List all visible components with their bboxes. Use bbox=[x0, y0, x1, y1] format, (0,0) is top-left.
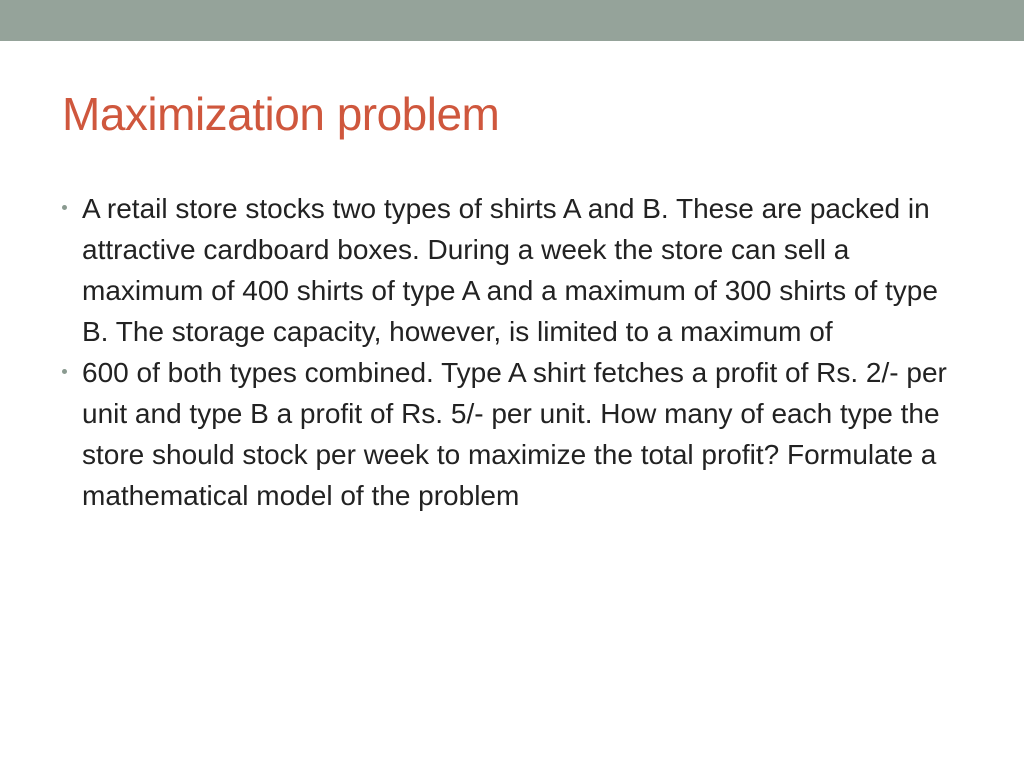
bullet-text: A retail store stocks two types of shirts A and B. These are packed in attractive cardboard boxes. During a week the store can sell a maximum of 400 shirts of type A and a maximum of 300 shirts of type B. The storage capacity, however, is limited to a maximum of bbox=[82, 193, 938, 347]
bullet-dot-icon bbox=[62, 205, 67, 210]
bullet-text: 600 of both types combined. Type A shirt fetches a profit of Rs. 2/- per unit and type B a profit of Rs. 5/- per unit. How many of each type the store should stock per week to maximize the total profit? Formulate a mathematical model of the problem bbox=[82, 357, 947, 511]
bullet-dot-icon bbox=[62, 369, 67, 374]
bullet-item bbox=[62, 188, 972, 352]
slide-title: Maximization problem bbox=[62, 88, 500, 140]
bullet-list bbox=[62, 188, 972, 516]
bullet-item bbox=[62, 352, 972, 516]
top-accent-bar bbox=[0, 0, 1024, 41]
